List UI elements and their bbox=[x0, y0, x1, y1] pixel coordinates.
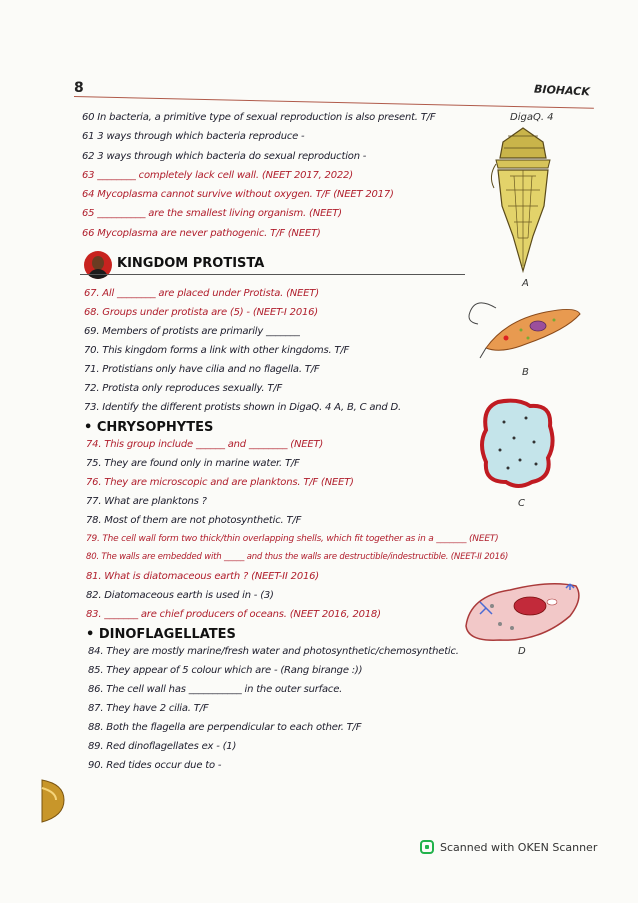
question-84: 84. They are mostly marine/fresh water and photosynthetic/chemosynthetic. bbox=[88, 646, 459, 657]
section-heading-chrysophytes: • CHRYSOPHYTES bbox=[84, 420, 214, 435]
question-66: 66 Mycoplasma are never pathogenic. T/F (NEET) bbox=[82, 228, 321, 239]
question-80: 80. The walls are embedded with _____ and thus the walls are destructible/indestructible. (NEET-II 2016) bbox=[86, 552, 509, 562]
question-86: 86. The cell wall has ___________ in the outer surface. bbox=[88, 684, 343, 695]
question-60: 60 In bacteria, a primitive type of sexual reproduction is also present. T/F bbox=[82, 112, 436, 123]
question-75: 75. They are found only in marine water. T/F bbox=[86, 458, 300, 469]
question-63: 63 ________ completely lack cell wall. (NEET 2017, 2022) bbox=[82, 170, 353, 181]
question-67: 67. All ________ are placed under Protista. (NEET) bbox=[84, 288, 319, 299]
figure-label-a: A bbox=[522, 278, 529, 289]
figure-caption: DigaQ. 4 bbox=[510, 112, 554, 123]
figure-label-b: B bbox=[522, 367, 529, 378]
question-62: 62 3 ways through which bacteria do sexual reproduction - bbox=[82, 151, 367, 162]
figure-c-slime-mould bbox=[478, 398, 556, 490]
question-77: 77. What are planktons ? bbox=[86, 496, 207, 507]
question-82: 82. Diatomaceous earth is used in - (3) bbox=[86, 590, 274, 601]
question-79: 79. The cell wall form two thick/thin overlapping shells, which fit together as in a _______ (NEET) bbox=[86, 534, 499, 544]
section-heading-protista: KINGDOM PROTISTA bbox=[117, 256, 265, 271]
figure-b-euglena bbox=[466, 300, 586, 365]
question-90: 90. Red tides occur due to - bbox=[88, 760, 222, 771]
question-88: 88. Both the flagella are perpendicular to each other. T/F bbox=[88, 722, 362, 733]
question-89: 89. Red dinoflagellates ex - (1) bbox=[88, 741, 237, 752]
oken-scanner-icon bbox=[420, 840, 434, 854]
question-72: 72. Protista only reproduces sexually. T/F bbox=[84, 383, 283, 394]
question-78: 78. Most of them are not photosynthetic. T/F bbox=[86, 515, 302, 526]
figure-label-d: D bbox=[518, 646, 526, 657]
question-65: 65 __________ are the smallest living organism. (NEET) bbox=[82, 208, 342, 219]
question-87: 87. They have 2 cilia. T/F bbox=[88, 703, 209, 714]
header-divider bbox=[74, 96, 594, 109]
figure-label-c: C bbox=[518, 498, 525, 509]
question-68: 68. Groups under protista are (5) - (NEET-I 2016) bbox=[84, 307, 319, 318]
section-underline bbox=[80, 274, 465, 275]
section-heading-dinoflagellates: • DINOFLAGELLATES bbox=[86, 627, 236, 642]
question-81: 81. What is diatomaceous earth ? (NEET-II 2016) bbox=[86, 571, 320, 582]
question-85: 85. They appear of 5 colour which are - (Rang birange :)) bbox=[88, 665, 363, 676]
scanner-text: Scanned with OKEN Scanner bbox=[440, 840, 598, 854]
question-73: 73. Identify the different protists shown in DigaQ. 4 A, B, C and D. bbox=[84, 402, 402, 413]
question-74: 74. This group include ______ and ________ (NEET) bbox=[86, 439, 324, 450]
question-83: 83. _______ are chief producers of oceans. (NEET 2016, 2018) bbox=[86, 609, 381, 620]
question-69: 69. Members of protists are primarily _______ bbox=[84, 326, 300, 337]
question-71: 71. Protistians only have cilia and no flagella. T/F bbox=[84, 364, 320, 375]
question-70: 70. This kingdom forms a link with other kingdoms. T/F bbox=[84, 345, 350, 356]
page-number: 8 bbox=[74, 80, 84, 96]
question-64: 64 Mycoplasma cannot survive without oxygen. T/F (NEET 2017) bbox=[82, 189, 394, 200]
figure-a-dinoflagellate bbox=[488, 126, 558, 276]
question-76: 76. They are microscopic and are planktons. T/F (NEET) bbox=[86, 477, 354, 488]
question-61: 61 3 ways through which bacteria reproduce - bbox=[82, 131, 305, 142]
brand-title: BIOHACK bbox=[533, 82, 591, 99]
scanner-watermark bbox=[420, 840, 597, 854]
decorative-bowl-icon bbox=[42, 770, 66, 830]
figure-d-paramecium bbox=[460, 576, 585, 646]
